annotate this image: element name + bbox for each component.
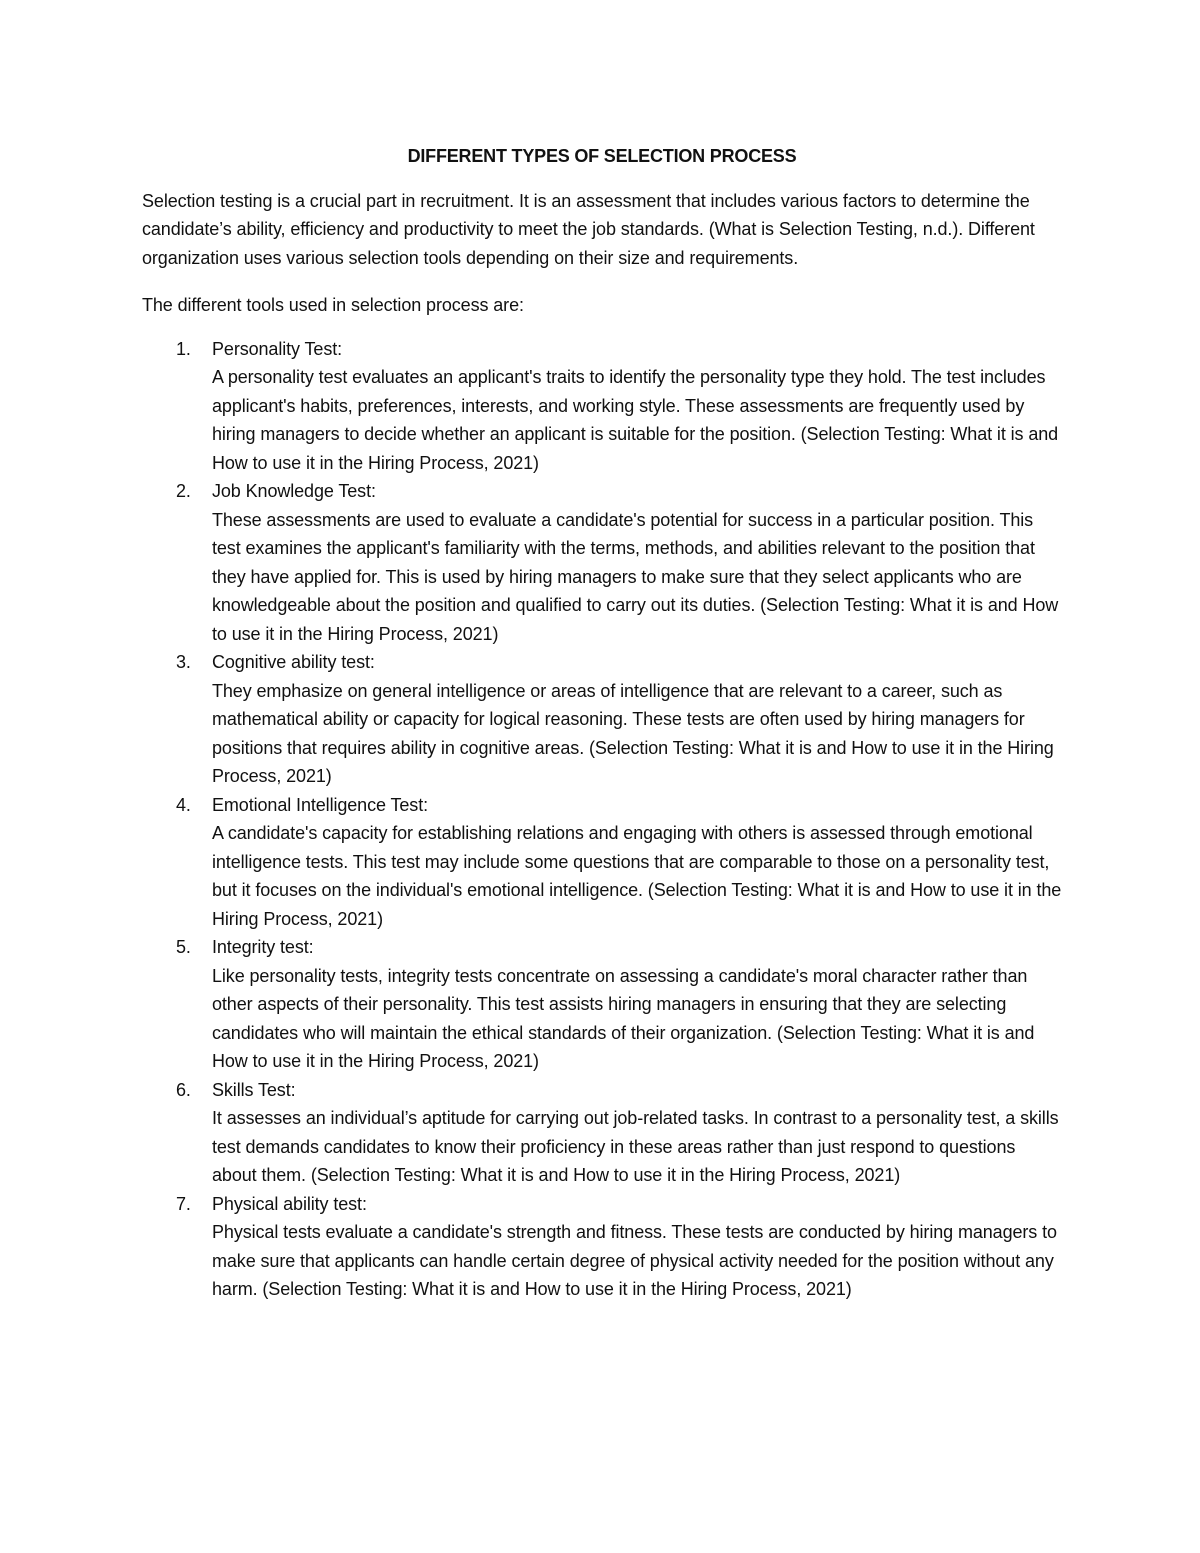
tool-number: 7. bbox=[176, 1193, 191, 1214]
tool-number: 4. bbox=[176, 794, 191, 815]
tool-item-job-knowledge bbox=[142, 477, 1062, 648]
tool-item-emotional bbox=[142, 791, 1062, 934]
tool-description: A candidate's capacity for establishing relations and engaging with others is assessed through emotional intelligence tests. This test may include some questions that are comparable to those on a personality test, but it focuses on the individual's emotional intelligence. (Selection Testing: What it is and How to use it in the Hiring Process, 2021) bbox=[212, 823, 1062, 929]
list-intro: The different tools used in selection process are: bbox=[142, 295, 524, 315]
tool-number: 1. bbox=[176, 338, 191, 359]
tool-number: 5. bbox=[176, 937, 191, 957]
intro-paragraph: Selection testing is a crucial part in recruitment. It is an assessment that includes various factors to determine the candidate’s ability, efficiency and productivity to meet the job standards. (What is Selection Testing, n.d.). Different organization uses various selection tools depending on their size and requirements. bbox=[142, 190, 1035, 268]
tool-name: Integrity test: bbox=[212, 937, 314, 957]
tool-number: 2. bbox=[176, 481, 191, 501]
tool-list bbox=[142, 335, 1062, 1304]
tool-description: Like personality tests, integrity tests concentrate on assessing a candidate's moral character rather than other aspects of their personality. This test assists hiring managers in ensuring that they are selecting candidates who will maintain the ethical standards of their organization. (Selection Testing: What it is and How to use it in the Hiring Process, 2021) bbox=[212, 965, 1035, 1071]
tool-item-personality bbox=[142, 335, 1062, 478]
tool-name: Cognitive ability test: bbox=[212, 652, 375, 672]
tool-item-cognitive bbox=[142, 648, 1062, 791]
tool-description: A personality test evaluates an applicant's traits to identify the personality type they hold. The test includes applicant's habits, preferences, interests, and working style. These assessments are frequently used by hiring managers to decide whether an applicant is suitable for the position. (Selection Testing: What it is and How to use it in the Hiring Process, 2021) bbox=[212, 367, 1059, 473]
tool-description: Physical tests evaluate a candidate's strength and fitness. These tests are conducted by hiring managers to make sure that applicants can handle certain degree of physical activity needed for the position without any harm. (Selection Testing: What it is and How to use it in the Hiring Process, 2021) bbox=[212, 1222, 1057, 1299]
tool-number: 6. bbox=[176, 1079, 191, 1100]
tool-item-physical bbox=[142, 1190, 1062, 1304]
tool-item-skills bbox=[142, 1076, 1062, 1190]
document-body bbox=[142, 142, 1062, 1304]
tool-name: Personality Test: bbox=[212, 338, 343, 359]
tool-name: Emotional Intelligence Test: bbox=[212, 794, 428, 815]
tool-description: They emphasize on general intelligence or areas of intelligence that are relevant to a career, such as mathematical ability or capacity for logical reasoning. These tests are often used by hiring managers for positions that requires ability in cognitive areas. (Selection Testing: What it is and How to use it in the Hiring Process, 2021) bbox=[212, 680, 1054, 786]
tool-item-integrity bbox=[142, 933, 1062, 1076]
tool-description: These assessments are used to evaluate a candidate's potential for success in a particular position. This test examines the applicant's familiarity with the terms, methods, and abilities relevant to the position that they have applied for. This is used by hiring managers to make sure that they select applicants who are knowledgeable about the position and qualified to carry out its duties. (Selection Testing: What it is and How to use it in the Hiring Process, 2021) bbox=[212, 509, 1059, 644]
tool-description: It assesses an individual’s aptitude for carrying out job-related tasks. In contrast to a personality test, a skills test demands candidates to know their proficiency in these areas rather than just respond to questions about them. (Selection Testing: What it is and How to use it in the Hiring Process, 2021) bbox=[212, 1108, 1059, 1185]
tool-name: Job Knowledge Test: bbox=[212, 481, 376, 501]
document-title: DIFFERENT TYPES OF SELECTION PROCESS bbox=[407, 146, 797, 166]
tool-number: 3. bbox=[176, 652, 191, 672]
tool-name: Skills Test: bbox=[212, 1079, 296, 1100]
tool-name: Physical ability test: bbox=[212, 1193, 367, 1214]
